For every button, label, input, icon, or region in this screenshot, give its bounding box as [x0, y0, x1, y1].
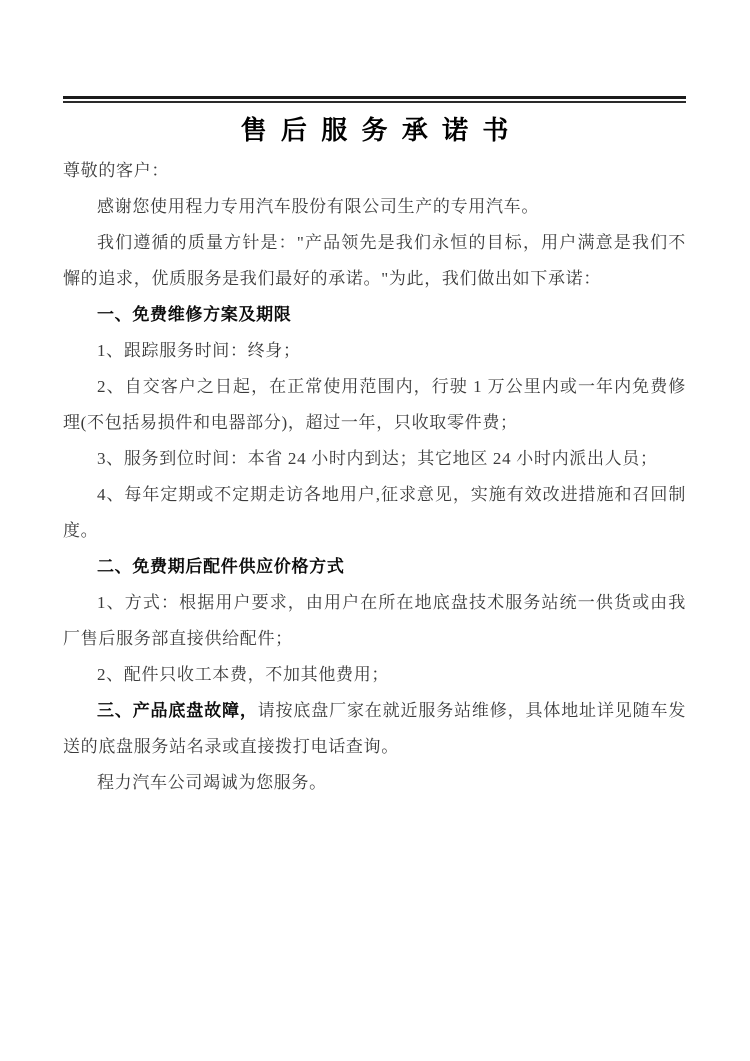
section-1-item-3: 3、服务到位时间：本省 24 小时内到达；其它地区 24 小时内派出人员；: [97, 449, 658, 468]
section-2-item-2: 2、配件只收工本费，不加其他费用；: [97, 665, 390, 684]
closing-line: 程力汽车公司竭诚为您服务。: [97, 773, 327, 792]
section-2-item-1: 1、方式：根据用户要求，由用户在所在地底盘技术服务站统一供货或由我厂售后服务部直接供给配件；: [63, 593, 686, 648]
section-1-item-4: 4、每年定期或不定期走访各地用户,征求意见，实施有效改进措施和召回制度。: [63, 485, 686, 540]
section-1-heading: 一、免费维修方案及期限: [97, 305, 292, 324]
section-3-heading-inline: 三、产品底盘故障，: [97, 701, 258, 720]
section-1-item-1: 1、跟踪服务时间：终身；: [97, 341, 301, 360]
header-double-rule: [63, 96, 686, 103]
intro-paragraph-policy: 我们遵循的质量方针是："产品领先是我们永恒的目标，用户满意是我们不懈的追求，优质服务是我们最好的承诺。"为此，我们做出如下承诺：: [63, 233, 686, 288]
section-3-text: 请按底盘厂家在就近服务站维修，具体地址详见随车发送的底盘服务站名录或直接拨打电话查询。: [63, 701, 686, 756]
section-2-heading: 二、免费期后配件供应价格方式: [97, 557, 345, 576]
section-1-item-2: 2、自交客户之日起，在正常使用范围内，行驶 1 万公里内或一年内免费修理(不包括易损件和电器部分)，超过一年，只收取零件费；: [63, 377, 686, 432]
intro-paragraph-thanks: 感谢您使用程力专用汽车股份有限公司生产的专用汽车。: [97, 197, 539, 216]
section-3-paragraph: [63, 693, 686, 765]
document-title: 售后服务承诺书: [240, 115, 523, 145]
salutation: 尊敬的客户：: [63, 161, 170, 180]
